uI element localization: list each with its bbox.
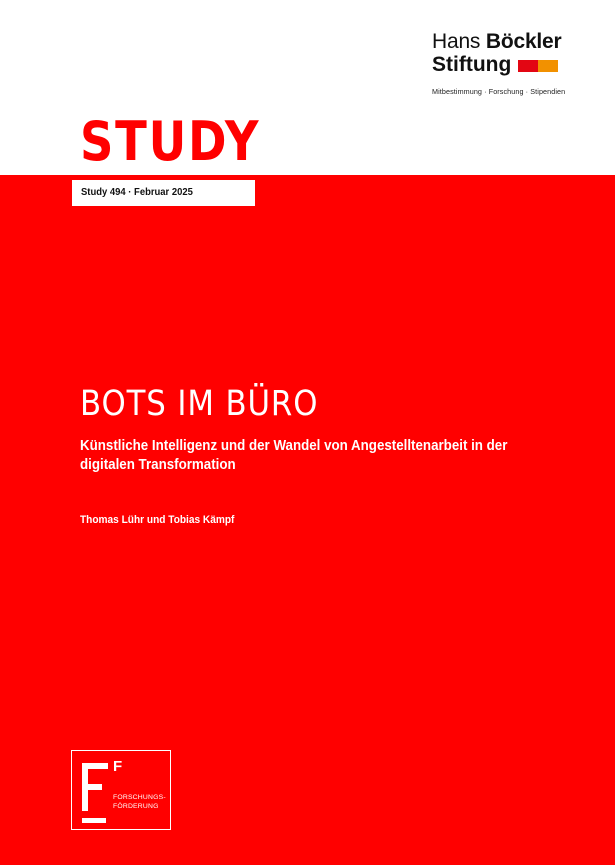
forschungsfoerderung-logo xyxy=(71,750,171,830)
ff-letter-mid-bar xyxy=(82,784,102,790)
logo-name-light: Hans xyxy=(432,30,481,53)
logo-name-bold: Böckler xyxy=(485,30,562,53)
logo-line-2 xyxy=(432,53,592,77)
logo-square-orange xyxy=(538,60,558,72)
series-meta: Study 494 · Februar 2025 xyxy=(81,186,193,198)
ff-superscript-letter: F xyxy=(113,758,123,775)
logo-square-red xyxy=(518,60,538,72)
hans-boeckler-logo xyxy=(432,31,592,77)
ff-wordmark xyxy=(113,793,166,811)
publisher-tagline: Mitbestimmung · Forschung · Stipendien xyxy=(432,87,566,96)
document-authors: Thomas Lühr und Tobias Kämpf xyxy=(80,514,235,526)
ff-wordmark-line-1: FORSCHUNGS- xyxy=(113,794,166,801)
document-title: BOTS IM BÜRO xyxy=(80,384,319,424)
series-label: STUDY xyxy=(80,110,261,173)
document-subtitle: Künstliche Intelligenz und der Wandel von Angestelltenarbeit in der digitalen Transformation xyxy=(80,438,508,473)
ff-letter-top-bar xyxy=(82,763,108,769)
logo-name-stiftung: Stiftung xyxy=(432,53,512,76)
ff-wordmark-line-2: FÖRDERUNG xyxy=(113,803,159,810)
ff-underline xyxy=(82,818,106,823)
logo-squares-icon xyxy=(518,60,558,72)
logo-line-1 xyxy=(432,31,592,53)
